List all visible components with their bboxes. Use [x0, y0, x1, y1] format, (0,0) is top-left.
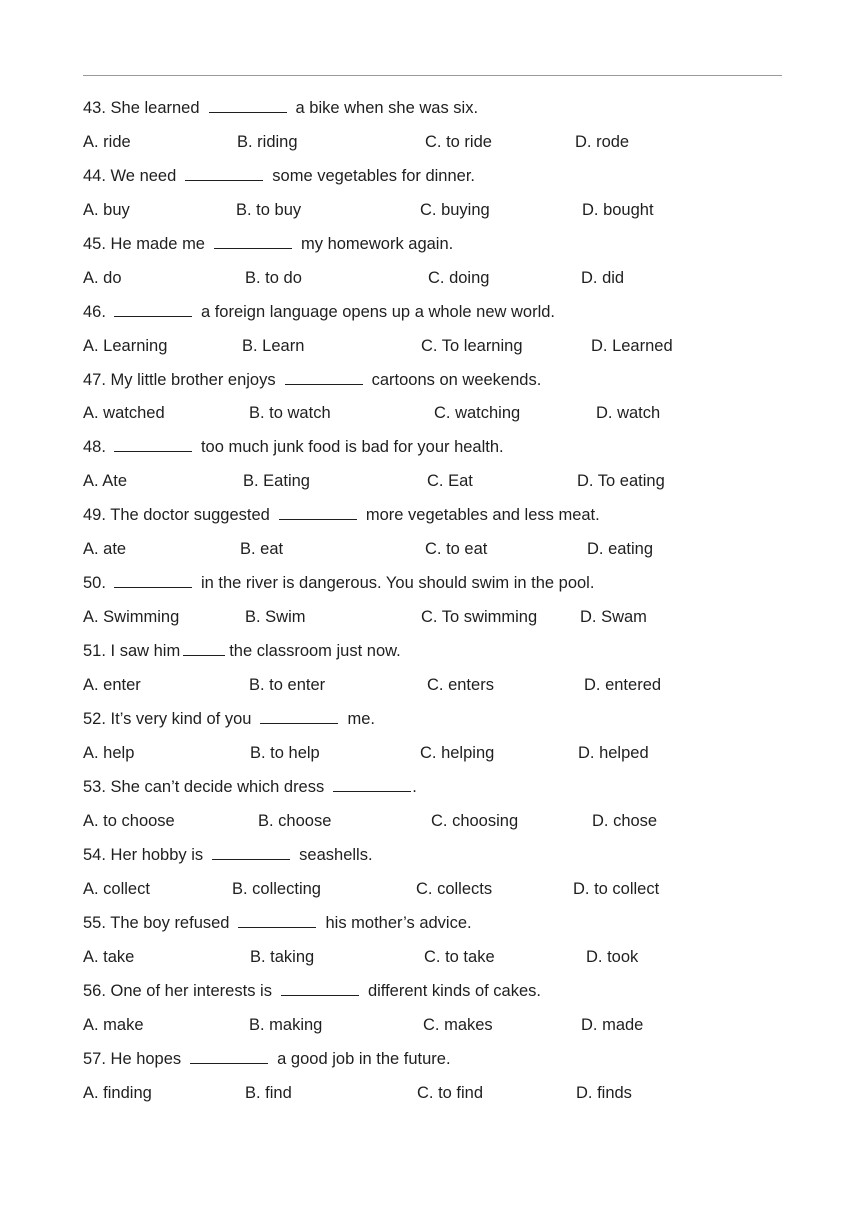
question-43	[83, 96, 478, 120]
question-number: 44.	[83, 167, 106, 185]
options-43	[83, 130, 783, 154]
question-53	[83, 775, 417, 799]
question-number: 50.	[83, 574, 106, 592]
question-number: 51.	[83, 642, 106, 660]
option-c: C. enters	[427, 676, 494, 694]
question-text-after: in the river is dangerous. You should swim in the pool.	[200, 574, 595, 592]
answer-blank	[190, 1047, 268, 1064]
option-b: B. riding	[237, 133, 298, 151]
question-54	[83, 843, 373, 867]
question-text-after: more vegetables and less meat.	[365, 506, 600, 524]
question-text-after: different kinds of cakes.	[367, 982, 541, 1000]
option-a: A. Swimming	[83, 608, 180, 626]
question-46	[83, 300, 555, 324]
option-a: A. take	[83, 948, 135, 966]
option-b: B. to enter	[249, 676, 326, 694]
option-a: A. make	[83, 1016, 144, 1034]
question-text-after: too much junk food is bad for your health.	[200, 438, 504, 456]
question-text-before: One of her interests is	[110, 982, 272, 1000]
option-d: D. chose	[592, 812, 658, 830]
question-number: 52.	[83, 710, 106, 728]
question-number: 46.	[83, 303, 106, 321]
options-52	[83, 741, 783, 765]
option-a: A. do	[83, 269, 122, 287]
answer-blank	[238, 911, 316, 928]
option-c: C. to take	[424, 948, 495, 966]
question-text-after: a good job in the future.	[277, 1050, 451, 1068]
option-b: B. to buy	[236, 201, 302, 219]
option-c: C. makes	[423, 1016, 493, 1034]
option-d: D. made	[581, 1016, 644, 1034]
option-c: C. To swimming	[421, 608, 538, 626]
option-a: A. help	[83, 744, 135, 762]
option-c: C. collects	[416, 880, 493, 898]
question-55	[83, 911, 472, 935]
question-52	[83, 707, 375, 731]
question-text-after: cartoons on weekends.	[371, 371, 542, 389]
option-d: D. helped	[578, 744, 649, 762]
options-53	[83, 809, 783, 833]
option-b: B. taking	[250, 948, 315, 966]
option-d: D. Swam	[580, 608, 647, 626]
answer-blank	[185, 164, 263, 181]
option-c: C. to ride	[425, 133, 492, 151]
option-a: A. buy	[83, 201, 130, 219]
question-text-before: She learned	[110, 99, 200, 117]
option-c: C. watching	[434, 404, 521, 422]
question-number: 47.	[83, 371, 106, 389]
option-a: A. enter	[83, 676, 141, 694]
answer-blank	[285, 368, 363, 385]
question-47	[83, 368, 541, 392]
question-text-after: me.	[347, 710, 375, 728]
option-b: B. choose	[258, 812, 332, 830]
answer-blank	[212, 843, 290, 860]
options-51	[83, 673, 783, 697]
option-d: D. to collect	[573, 880, 660, 898]
option-b: B. to do	[245, 269, 302, 287]
answer-blank	[260, 707, 338, 724]
option-c: C. To learning	[421, 337, 523, 355]
question-text-after: the classroom just now.	[229, 642, 401, 660]
option-a: A. Ate	[83, 472, 128, 490]
option-d: D. Learned	[591, 337, 673, 355]
option-d: D. rode	[575, 133, 630, 151]
option-b: B. to help	[250, 744, 320, 762]
question-text-before: The boy refused	[110, 914, 230, 932]
option-a: A. watched	[83, 404, 165, 422]
answer-blank	[214, 232, 292, 249]
option-a: A. Learning	[83, 337, 168, 355]
option-a: A. collect	[83, 880, 150, 898]
question-number: 49.	[83, 506, 106, 524]
question-text-after: his mother’s advice.	[325, 914, 472, 932]
option-d: D. finds	[576, 1084, 632, 1102]
question-text-before: It’s very kind of you	[110, 710, 252, 728]
question-50	[83, 571, 594, 595]
question-text-after: a foreign language opens up a whole new world.	[200, 303, 556, 321]
option-c: C. to eat	[425, 540, 488, 558]
question-text-after: seashells.	[299, 846, 373, 864]
option-b: B. find	[245, 1084, 292, 1102]
question-text-before: Her hobby is	[110, 846, 204, 864]
question-text-after: my homework again.	[301, 235, 454, 253]
options-55	[83, 945, 783, 969]
question-text-before: The doctor suggested	[110, 506, 270, 524]
options-50	[83, 605, 783, 629]
answer-blank	[114, 571, 192, 588]
question-56	[83, 979, 541, 1003]
option-a: A. to choose	[83, 812, 175, 830]
options-57	[83, 1081, 783, 1105]
option-d: D. did	[581, 269, 625, 287]
option-b: B. collecting	[232, 880, 321, 898]
option-d: D. bought	[582, 201, 654, 219]
options-48	[83, 469, 783, 493]
answer-blank	[114, 300, 192, 317]
question-51	[83, 639, 401, 663]
question-text-before: My little brother enjoys	[110, 371, 276, 389]
question-number: 43.	[83, 99, 106, 117]
answer-blank	[333, 775, 411, 792]
options-47	[83, 401, 783, 425]
question-text-before: He made me	[110, 235, 205, 253]
option-b: B. Learn	[242, 337, 305, 355]
question-number: 45.	[83, 235, 106, 253]
answer-blank	[209, 96, 287, 113]
option-b: B. making	[249, 1016, 323, 1034]
question-text-before: He hopes	[110, 1050, 182, 1068]
options-45	[83, 266, 783, 290]
question-text-after: some vegetables for dinner.	[272, 167, 475, 185]
options-49	[83, 537, 783, 561]
option-c: C. choosing	[431, 812, 519, 830]
question-text-before: I saw him	[110, 642, 181, 660]
question-number: 56.	[83, 982, 106, 1000]
question-number: 54.	[83, 846, 106, 864]
option-d: D. To eating	[577, 472, 665, 490]
option-a: A. ate	[83, 540, 127, 558]
question-number: 55.	[83, 914, 106, 932]
option-c: C. helping	[420, 744, 495, 762]
question-number: 57.	[83, 1050, 106, 1068]
answer-blank	[183, 639, 225, 656]
option-c: C. to find	[417, 1084, 484, 1102]
top-divider	[83, 75, 782, 76]
option-b: B. Eating	[243, 472, 310, 490]
option-b: B. to watch	[249, 404, 331, 422]
option-a: A. ride	[83, 133, 131, 151]
question-57	[83, 1047, 451, 1071]
question-text-before: We need	[110, 167, 177, 185]
question-49	[83, 503, 600, 527]
option-b: B. eat	[240, 540, 284, 558]
question-number: 48.	[83, 438, 106, 456]
option-b: B. Swim	[245, 608, 306, 626]
option-c: C. Eat	[427, 472, 473, 490]
options-54	[83, 877, 783, 901]
option-d: D. watch	[596, 404, 661, 422]
options-44	[83, 198, 783, 222]
question-text-before: She can’t decide which dress	[110, 778, 325, 796]
question-text-after: a bike when she was six.	[295, 99, 479, 117]
option-d: D. entered	[584, 676, 662, 694]
question-45	[83, 232, 453, 256]
option-d: D. took	[586, 948, 639, 966]
option-c: C. doing	[428, 269, 490, 287]
answer-blank	[279, 503, 357, 520]
option-c: C. buying	[420, 201, 490, 219]
answer-blank	[281, 979, 359, 996]
question-text-after: .	[412, 778, 417, 796]
options-46	[83, 334, 783, 358]
question-48	[83, 435, 504, 459]
option-d: D. eating	[587, 540, 654, 558]
options-56	[83, 1013, 783, 1037]
question-44	[83, 164, 475, 188]
answer-blank	[114, 435, 192, 452]
option-a: A. finding	[83, 1084, 152, 1102]
question-number: 53.	[83, 778, 106, 796]
